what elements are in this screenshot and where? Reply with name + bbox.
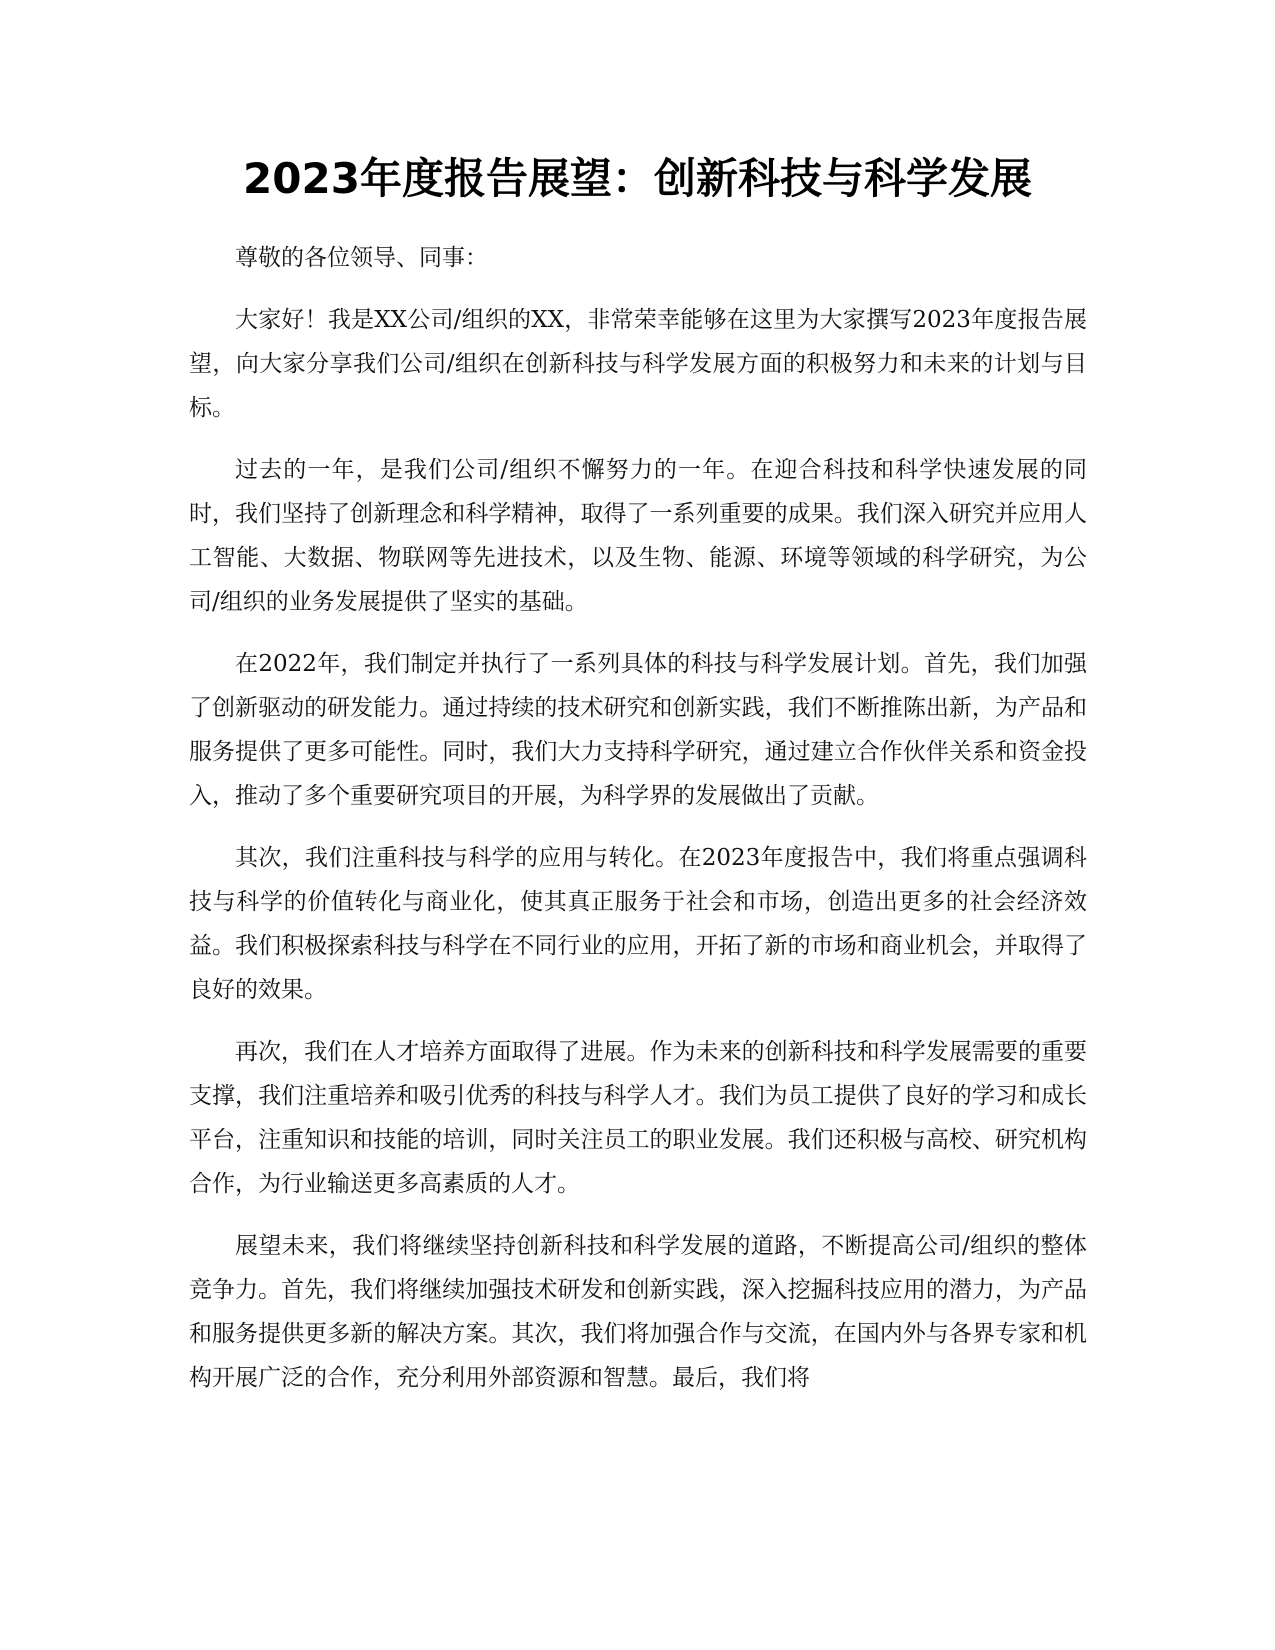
body-paragraph: 在2022年，我们制定并执行了一系列具体的科技与科学发展计划。首先，我们加强了创新驱动的研发能力。通过持续的技术研究和创新实践，我们不断推陈出新，为产品和服务提供了更多可能性。同时，我们大力支持科学研究，通过建立合作伙伴关系和资金投入，推动了多个重要研究项目的开展，为科学界的发展做出了贡献。	[189, 651, 1087, 809]
body-paragraph: 展望未来，我们将继续坚持创新科技和科学发展的道路，不断提高公司/组织的整体竞争力。首先，我们将继续加强技术研发和创新实践，深入挖掘科技应用的潜力，为产品和服务提供更多新的解决方案。其次，我们将加强合作与交流，在国内外与各界专家和机构开展广泛的合作，充分利用外部资源和智慧。最后，我们将	[189, 1233, 1087, 1391]
body-paragraph: 过去的一年，是我们公司/组织不懈努力的一年。在迎合科技和科学快速发展的同时，我们坚持了创新理念和科学精神，取得了一系列重要的成果。我们深入研究并应用人工智能、大数据、物联网等先进技术，以及生物、能源、环境等领域的科学研究，为公司/组织的业务发展提供了坚实的基础。	[189, 457, 1087, 615]
body-paragraph: 大家好！我是XX公司/组织的XX，非常荣幸能够在这里为大家撰写2023年度报告展望，向大家分享我们公司/组织在创新科技与科学发展方面的积极努力和未来的计划与目标。	[189, 307, 1087, 421]
salutation-paragraph: 尊敬的各位领导、同事：	[235, 245, 488, 271]
body-paragraph: 再次，我们在人才培养方面取得了进展。作为未来的创新科技和科学发展需要的重要支撑，我们注重培养和吸引优秀的科技与科学人才。我们为员工提供了良好的学习和成长平台，注重知识和技能的培训，同时关注员工的职业发展。我们还积极与高校、研究机构合作，为行业输送更多高素质的人才。	[189, 1039, 1087, 1197]
document-body	[189, 236, 1087, 1418]
document-title: 2023年度报告展望：创新科技与科学发展	[243, 154, 1032, 203]
body-paragraph: 其次，我们注重科技与科学的应用与转化。在2023年度报告中，我们将重点强调科技与科学的价值转化与商业化，使其真正服务于社会和市场，创造出更多的社会经济效益。我们积极探索科技与科学在不同行业的应用，开拓了新的市场和商业机会，并取得了良好的效果。	[189, 845, 1087, 1003]
